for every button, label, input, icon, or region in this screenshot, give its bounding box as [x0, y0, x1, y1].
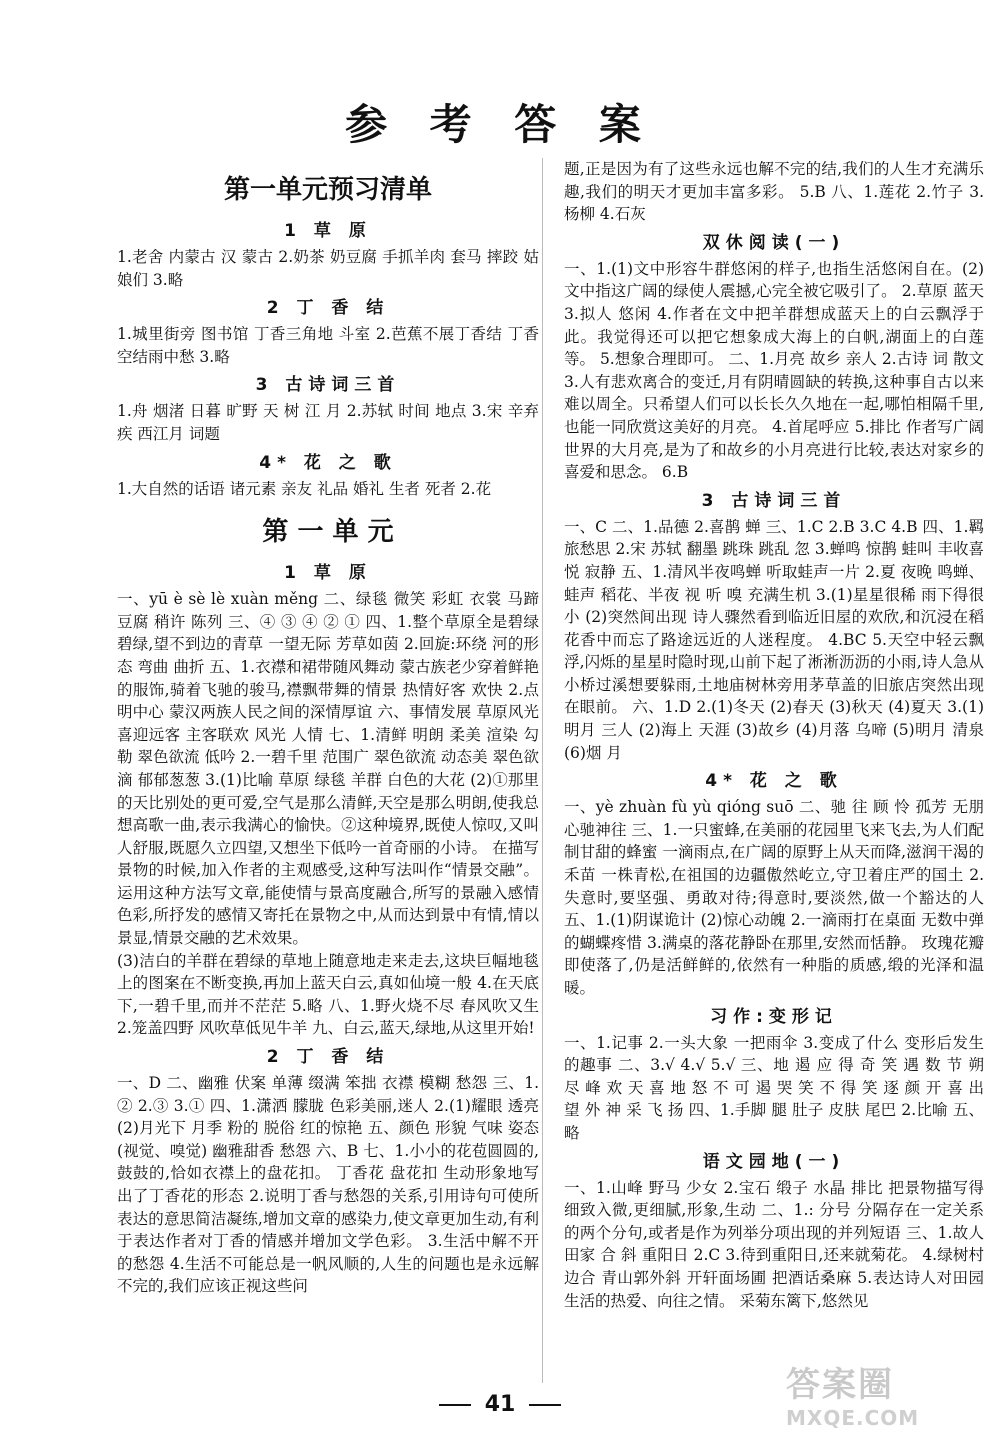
section-title: 2 丁 香 结 — [266, 1047, 390, 1068]
answer-paragraph: 一、D 二、幽雅 伏案 单薄 缀满 笨拙 衣襟 模糊 愁怨 三、1.② 2.③ 3.① 四、1.潇洒 朦胧 色彩美丽,迷人 2.(1)耀眼 透亮 (2)月光下 月季 粉的 脱俗 红的惊艳 五、颜色 形貌 气味 姿态(视觉、嗅觉) 幽雅甜香 愁怨 六、B 七、1.小小的花苞圆圆的,鼓鼓的,恰如衣襟上的盘花扣。 丁香花 盘花扣 生动形象地写出了丁香花的形态 2.说明丁香与愁怨的关系,引用诗句可使所表达的意思简洁凝练,增加文章的感染力,使文章更加生动,有利于表达作者对丁香的情感并增加文学色彩。 3.生活中解不开的愁怨 4.生活不可能总是一帆风顺的,人生的问题也是永远解不完的,我们应该正视这些问 — [117, 1074, 539, 1296]
answer-paragraph: 一、yè zhuàn fù yù qióng suō 二、驰 往 顾 怜 孤芳 无朋 心驰神往 三、1.一只蜜蜂,在美丽的花园里飞来飞去,为人们配制甘甜的蜂蜜 一滴雨点,在广阔的原野上从天而降,滋润干渴的禾苗 一株青松,在祖国的边疆傲然屹立,守卫着庄严的国土 2.失意时,要坚强、勇敢对待;得意时,要淡然,做一个豁达的人 五、1.(1)阴谋诡计 (2)惊心动魄 2.一滴雨打在桌面 无数中弹的蝴蝶疼惜 3.满桌的落花静卧在那里,安然而恬静。 玫瑰花瓣即使落了,仍是活鲜鲜的,依然有一种脂的质感,缎的光泽和温暖。 — [564, 798, 984, 997]
answer-paragraph: 一、1.(1)文中形容牛群悠闲的样子,也指生活悠闲自在。(2)文中指这广阔的绿使人震撼,心完全被它吸引了。 2.草原 蓝天 3.拟人 悠闲 4.作者在文中把羊群想成蓝天上的白云飘浮于此。我觉得还可以把它想象成大海上的白帆,湖面上的白莲等。 5.想象合理即可。 二、1.月亮 故乡 亲人 2.古诗 词 散文 3.人有悲欢离合的变迁,月有阴晴圆缺的转换,这种事自古以来难以周全。只希望人们可以长长久久地在一起,哪怕相隔千里,也能一同欣赏这美好的月亮。 4.首尾呼应 5.排比 作者写广阔世界的大月亮,是为了和故乡的小月亮进行比较,表达对家乡的喜爱和思念。 6.B — [564, 259, 984, 482]
watermark-logo — [786, 1357, 986, 1430]
answer-paragraph: 1.老舍 内蒙古 汉 蒙古 2.奶茶 奶豆腐 手抓羊肉 套马 摔跤 姑娘们 3.略 — [117, 248, 539, 289]
answer-paragraph: 1.舟 烟渚 日暮 旷野 天 树 江 月 2.苏轼 时间 地点 3.宋 辛弃疾 西江月 词题 — [117, 402, 539, 443]
answer-paragraph: (3)洁白的羊群在碧绿的草地上随意地走来走去,这块巨幅地毯上的图案在不断变换,再加上蓝天白云,真如仙境一般 4.在天底下,一碧千里,而并不茫茫 5.略 八、1.野火烧不尽 春风吹又生 2.笼盖四野 风吹草低见牛羊 九、白云,蓝天,绿地,从这里开始! — [117, 951, 539, 1038]
section-title: 1 草 原 — [284, 221, 372, 241]
column-divider — [542, 158, 543, 1383]
answer-paragraph: 一、1.山峰 野马 少女 2.宝石 缎子 水晶 排比 把景物描写得细致入微,更细腻,形象,生动 二、1.: 分号 分隔存在一定关系的两个分句,或者是作为列举分项出现的并列短语 三、1.故人 田家 合 斜 重阳日 2.C 3.待到重阳日,还来就菊花。 4.绿树村边合 青山郭外斜 开轩面场圃 把酒话桑麻 5.表达诗人对田园生活的热爱、向往之情。 采菊东篱下,悠然见 — [564, 1178, 984, 1310]
answer-paragraph: 一、C 二、1.品德 2.喜鹊 蝉 三、1.C 2.B 3.C 4.B 四、1.羁旅愁思 2.宋 苏轼 翻墨 跳珠 跳乱 忽 3.蝉鸣 惊鹊 蛙叫 丰收喜悦 寂静 五、1.清风半夜鸣蝉 听取蛙声一片 2.夏 夜晚 鸣蝉、蛙声 稻花、半夜 视 听 嗅 充满生机 3.(1)星星很稀 雨下得很小 (2)突然间出现 诗人骤然看到临近旧屋的欢欣,和沉浸在稻花香中而忘了路途远近的人迷程度。 4.BC 5.天空中轻云飘浮,闪烁的星星时隐时现,山前下起了淅淅沥沥的小雨,诗人急从小桥过溪想要躲雨,土地庙树林旁用茅草盖的旧旅店突然出现在眼前。 六、1.D 2.(1)冬天 (2)春天 (3)秋天 (4)夏天 3.(1)明月 三人 (2)海上 天涯 (3)故乡 (4)月落 乌啼 (5)明月 清泉 (6)烟 月 — [564, 517, 984, 762]
unit-title: 第 一 单 元 — [262, 517, 394, 548]
answer-paragraph: 题,正是因为有了这些永远也解不完的结,我们的人生才充满乐趣,我们的明天才更加丰富多彩。 5.B 八、1.莲花 2.竹子 3.杨柳 4.石灰 — [564, 160, 984, 224]
answer-paragraph: 1.大自然的话语 诸元素 亲友 礼品 婚礼 生者 死者 2.花 — [117, 479, 492, 498]
section-title: 4* 花 之 歌 — [259, 452, 397, 473]
watermark-bottom: MXQE.COM — [786, 1406, 920, 1430]
answer-paragraph: 一、yū è sè lè xuàn měng 二、绿毯 微笑 彩虹 衣裳 马蹄 豆腐 稍许 陈列 三、④ ③ ④ ② ① 四、1.整个草原全是碧绿碧绿,望不到边的青草 一望无际 芳草如茵 2.回旋:环绕 河的形态 弯曲 曲折 五、1.衣襟和裙带随风舞动 蒙古族老少穿着鲜艳的服饰,骑着飞驰的骏马,襟飘带舞的情景 热情好客 欢快 2.点明中心 蒙汉两族人民之间的深情厚谊 六、事情发展 草原风光 喜迎远客 主客联欢 风光 人情 七、1.清鲜 明朗 柔美 渲染 勾勒 翠色欲流 低吟 2.一碧千里 范围广 翠色欲流 动态美 翠色欲滴 郁郁葱葱 3.(1)比喻 草原 绿毯 羊群 白色的大花 (2)①那里的天比别处的更可爱,空气是那么清鲜,天空是那么明朗,使我总想高歌一曲,表示我满心的愉快。②这种境界,既使人惊叹,又叫人舒服,既愿久立四望,又想坐下低吟一首奇丽的小诗。 在描写景物的时候,加入作者的主观感受,这种写法叫作“情景交融”。运用这种方法写文章,能使情与景高度融合,所写的景融入感情色彩,所抒发的感情又寄托在景物之中,从而达到景中有情,情以景显,情景交融的艺术效果。 — [117, 590, 539, 948]
section-title: 3 古诗词三首 — [255, 375, 401, 396]
dash-left — [439, 1404, 471, 1406]
section-title: 双休阅读(一) — [702, 232, 846, 253]
section-title: 4* 花 之 歌 — [705, 771, 843, 792]
section-title: 1 草 原 — [284, 563, 372, 584]
dash-right — [529, 1404, 561, 1406]
unit-title: 第一单元预习清单 — [223, 175, 432, 205]
right-column — [564, 158, 984, 1312]
answer-paragraph: 一、1.记事 2.一头大象 一把雨伞 3.变成了什么 变形后发生的趣事 二、3.√ 4.√ 5.√ 三、地 遏 应 得 奇 笑 遇 数 节 朔 尽 峰 欢 天 喜 地 怒 不 可 遏 哭 笑 不 得 笑 逐 颜 开 喜 出 望 外 神 采 飞 扬 四、1.手脚 腿 肚子 皮肤 尾巴 2.比喻 五、略 — [564, 1033, 984, 1142]
section-title: 语文园地(一) — [702, 1151, 846, 1172]
left-column — [117, 158, 539, 1298]
watermark-top: 答案圈 — [786, 1365, 894, 1405]
page-number-text: 41 — [484, 1392, 516, 1417]
section-title: 习作:变形记 — [710, 1006, 838, 1027]
answer-paragraph: 1.城里街旁 图书馆 丁香三角地 斗室 2.芭蕉不展丁香结 丁香空结雨中愁 3.略 — [117, 325, 539, 366]
section-title: 3 古诗词三首 — [701, 490, 847, 511]
page-title: 参 考 答 案 — [345, 100, 655, 149]
section-title: 2 丁 香 结 — [266, 298, 390, 319]
